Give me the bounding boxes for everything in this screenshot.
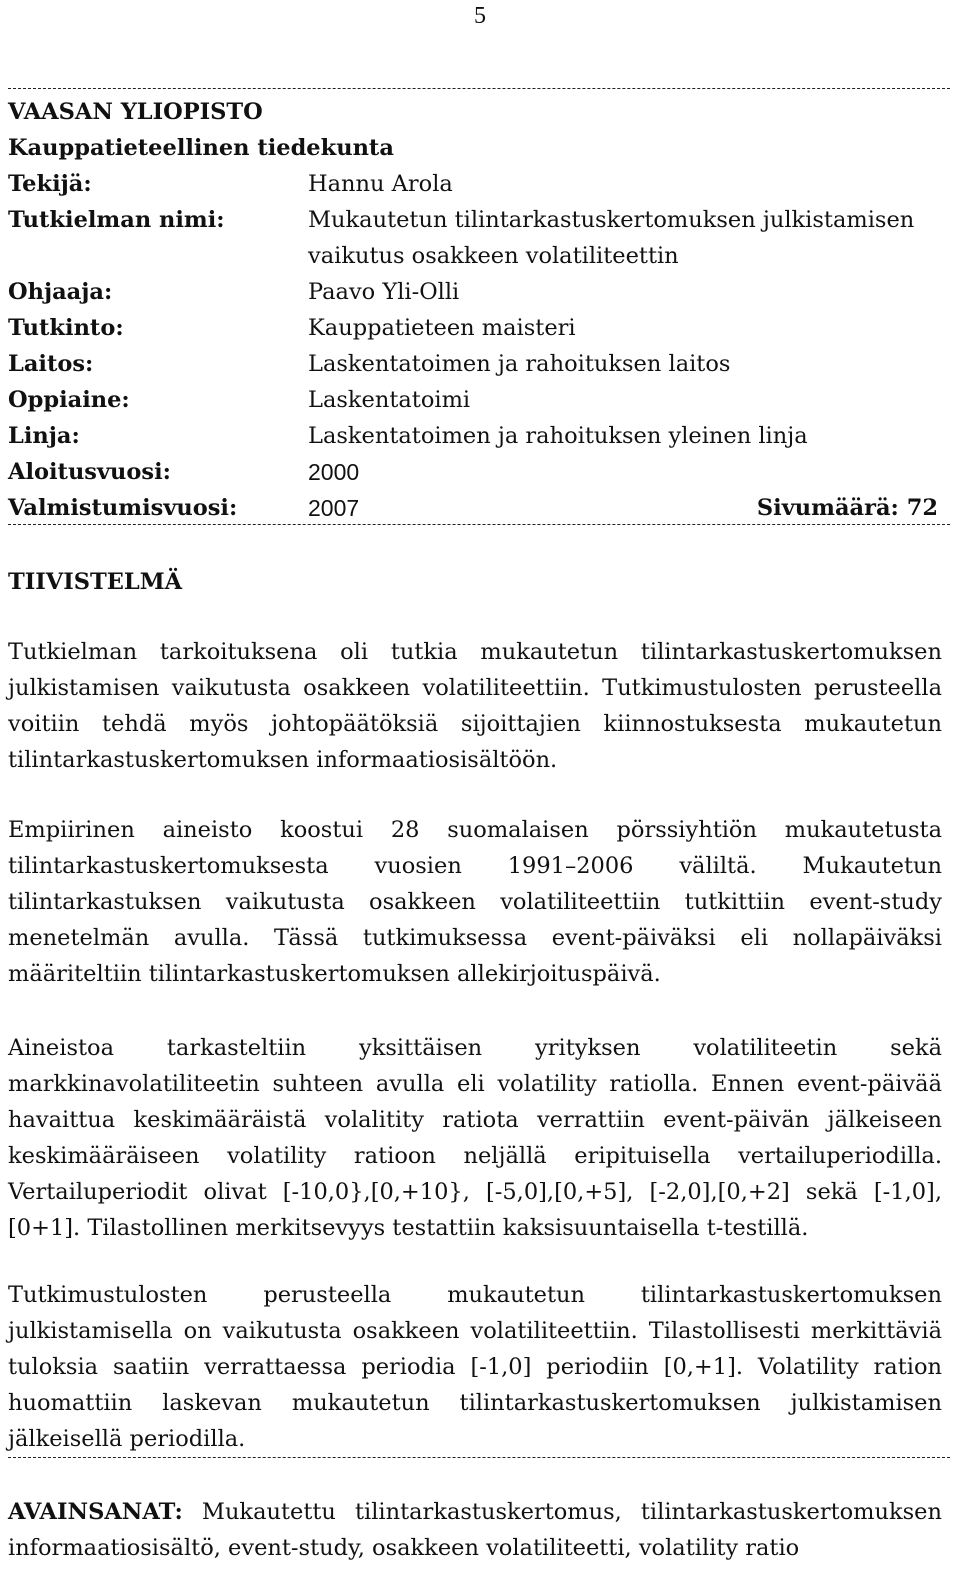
abstract-heading: TIIVISTELMÄ (8, 569, 183, 595)
thesis-title-label: Tutkielman nimi: (8, 207, 225, 233)
graduation-year-value: 2007 (308, 495, 360, 521)
start-year-label: Aloitusvuosi: (8, 459, 171, 485)
department-value: Laskentatoimen ja rahoituksen laitos (308, 351, 731, 377)
keywords-block (8, 1494, 942, 1566)
degree-value: Kauppatieteen maisteri (308, 315, 576, 341)
thesis-title-value-line2: vaikutus osakkeen volatiliteettin (308, 243, 679, 269)
header-top-divider (8, 88, 950, 89)
supervisor-value: Paavo Yli-Olli (308, 279, 460, 305)
university-name: VAASAN YLIOPISTO (8, 99, 263, 125)
abstract-paragraph-2: Empiirinen aineisto koostui 28 suomalaisen pörssiyhtiön mukautetusta tilintarkastuskertomuksesta vuosien 1991–2006 väliltä. Mukautetun tilintarkastuksen vaikutusta osakkeen volatiliteettiin tutkittiin event-study menetelmän avulla. Tässä tutkimuksessa event-päiväksi eli nollapäiväksi määriteltiin tilintarkastuskertomuksen allekirjoituspäivä. (8, 817, 942, 987)
author-value: Hannu Arola (308, 171, 453, 197)
major-subject-label: Oppiaine: (8, 387, 130, 413)
author-label: Tekijä: (8, 171, 92, 197)
department-label: Laitos: (8, 351, 94, 377)
start-year-value: 2000 (308, 459, 360, 485)
page-count: Sivumäärä: 72 (756, 495, 938, 521)
study-line-value: Laskentatoimen ja rahoituksen yleinen linja (308, 423, 808, 449)
abstract-paragraph-4: Tutkimustulosten perusteella mukautetun tilintarkastuskertomuksen julkistamisella on vaikutusta osakkeen volatiliteettiin. Tilastollisesti merkittäviä tuloksia saatiin verrattaessa periodia [-1,0] periodiin [0,+1]. Volatility ration huomattiin laskevan mukautetun tilintarkastuskertomuksen julkistamisen jälkeisellä periodilla. (8, 1282, 942, 1452)
keywords-label: AVAINSANAT: (8, 1499, 183, 1525)
abstract-paragraph-1: Tutkielman tarkoituksena oli tutkia mukautetun tilintarkastuskertomuksen julkistamisen vaikutusta osakkeen volatiliteettiin. Tutkimustulosten perusteella voitiin tehdä myös johtopäätöksiä sijoittajien kiinnostuksesta mukautetun tilintarkastuskertomuksen informaatiosisältöön. (8, 639, 942, 773)
keywords-divider (8, 1457, 950, 1458)
header-bottom-divider (8, 524, 950, 525)
thesis-title-value: Mukautetun tilintarkastuskertomuksen julkistamisen (308, 207, 915, 233)
study-line-label: Linja: (8, 423, 80, 449)
page-number: 5 (474, 3, 486, 29)
faculty-name: Kauppatieteellinen tiedekunta (8, 135, 394, 161)
abstract-paragraph-3: Aineistoa tarkasteltiin yksittäisen yrityksen volatiliteetin sekä markkinavolatiliteetin suhteen avulla eli volatility ratiolla. Ennen event-päivää havaittua keskimääräistä volalitity ratiota verrattiin event-päivän jälkeiseen keskimääräiseen volatility ratioon neljällä eripituisella vertailuperiodilla. Vertailuperiodit olivat [-10,0},[0,+10}, [-5,0],[0,+5], [-2,0],[0,+2] sekä [-1,0],[0+1]. Tilastollinen merkitsevyys testattiin kaksisuuntaisella t-testillä. (8, 1035, 942, 1241)
keywords-text: Mukautettu tilintarkastuskertomus, tilintarkastuskertomuksen informaatiosisältö, event-study, osakkeen volatiliteetti, volatility ratio (8, 1499, 942, 1561)
graduation-year-label: Valmistumisvuosi: (8, 495, 238, 521)
degree-label: Tutkinto: (8, 315, 124, 341)
major-subject-value: Laskentatoimi (308, 387, 471, 413)
supervisor-label: Ohjaaja: (8, 279, 113, 305)
